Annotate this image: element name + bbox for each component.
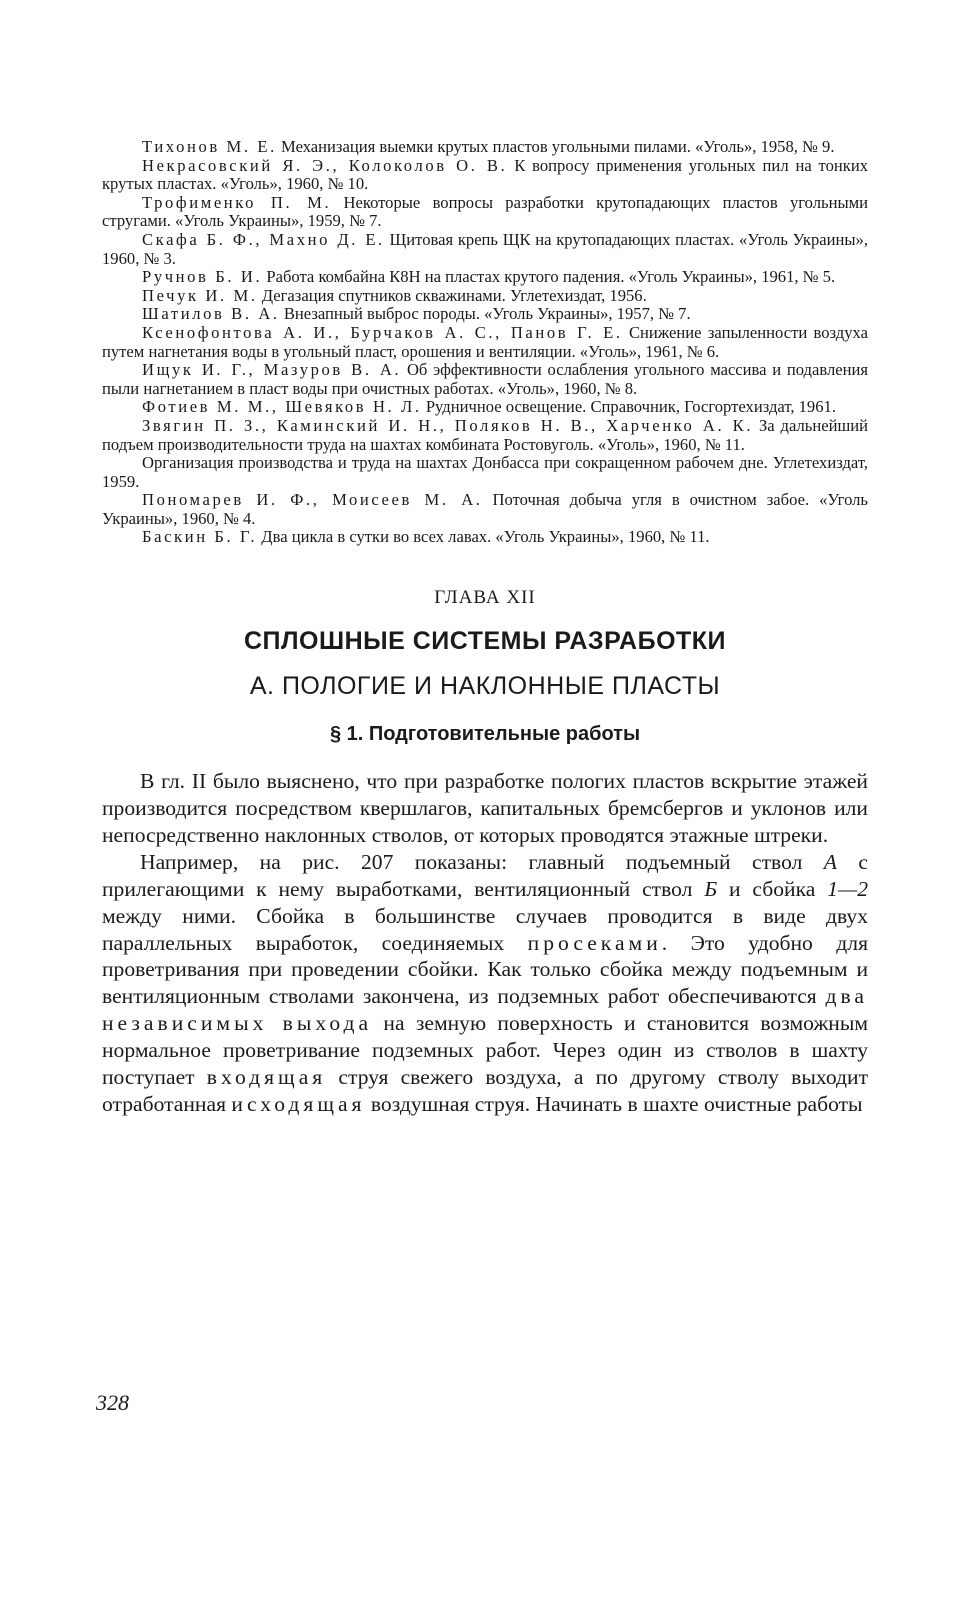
reference-text: Механизация выемки крутых пластов угольными пилами. «Уголь», 1958, № 9. (281, 137, 835, 156)
reference-author: Пономарев И. Ф., Моисеев М. А. (142, 490, 483, 510)
reference-author: Звягин П. З., Каминский И. Н., Поляков Н. В., Харченко А. К. (142, 415, 754, 435)
text-run: струя свежего воздуха, а по другому стволу выходит отработанная (102, 1065, 869, 1116)
text-run: Например, на рис. 207 показаны: главный подъемный ствол (140, 849, 824, 874)
reference-item (102, 138, 868, 157)
chapter-number: ГЛАВА XII (434, 587, 536, 609)
paragraph: В гл. II было выяснено, что при разработке пологих пластов вскрытие этажей производится посредством квершлагов, капитальных бремсбергов и уклонов или непосредственно наклонных стволов, от которых проводятся этажные штреки. (102, 769, 868, 847)
reference-author: Шатилов В. А. (142, 304, 280, 324)
reference-item (102, 231, 868, 268)
reference-item (102, 268, 868, 287)
reference-item (102, 194, 868, 231)
reference-item (102, 491, 868, 528)
section-heading: § 1. Подготовительные работы (329, 723, 641, 746)
spaced-term: два независимых выхода (102, 984, 868, 1036)
reference-item (102, 417, 868, 454)
reference-item (102, 324, 868, 361)
reference-text: За дальнейший подъем производительности труда на шахтах комбината Ростовуголь. «Уголь», 1960, № 11. (102, 415, 869, 454)
reference-list (102, 138, 868, 547)
spaced-term: входящая (206, 1065, 327, 1090)
figure-label: А (823, 849, 837, 874)
spaced-term: просеками (527, 930, 662, 955)
reference-item (102, 528, 868, 547)
text-run: между ними. Сбойка в большинстве случаев проводится в виде двух параллельных выработок, соединяемых (102, 903, 868, 955)
reference-author: Фотиев М. М., Шевяков Н. Л. (142, 397, 422, 417)
reference-item (102, 398, 868, 417)
reference-text: Работа комбайна К8Н на пластах крутого падения. «Уголь Украины», 1961, № 5. (266, 267, 836, 287)
reference-text: Организация производства и труда на шахтах Донбасса при сокращенном рабочем дне. Углетехиздат, 1959. (102, 453, 868, 491)
reference-author: Тихонов М. Е. (142, 137, 277, 156)
chapter-title: СПЛОШНЫЕ СИСТЕМЫ РАЗРАБОТКИ (243, 627, 727, 656)
reference-author: Некрасовский Я. Э., Колоколов О. В. (142, 155, 508, 175)
body-text (102, 768, 868, 1118)
reference-text: Два цикла в сутки во всех лавах. «Уголь Украины», 1960, № 11. (261, 527, 710, 547)
reference-text: Снижение запыленности воздуха путем нагнетания воды в угольный пласт, орошения и вентиляции. «Уголь», 1961, № 6. (102, 322, 868, 361)
figure-label: Б (704, 876, 718, 901)
reference-author: Трофименко П. М. (142, 192, 332, 212)
text-run: и сбойка (717, 876, 828, 901)
text-run: . Это удобно для проветривания при проведении сбойки. Как только сбойка между подъемным и вентиляционным стволами закончена, из подземных работ обеспечиваются (102, 930, 868, 1009)
reference-author: Печук И. М. (142, 285, 258, 305)
reference-item (102, 361, 868, 398)
reference-item (102, 305, 868, 324)
reference-text: Щитовая крепь ЩК на крутопадающих пластах. «Уголь Украины», 1960, № 3. (102, 229, 868, 268)
reference-author: Скафа Б. Ф., Махно Д. Е. (142, 229, 385, 249)
reference-item (102, 454, 868, 491)
paragraph (102, 849, 868, 1118)
reference-text: Некоторые вопросы разработки крутопадающих пластов угольными стругами. «Уголь Украины», 1959, № 7. (102, 192, 868, 231)
reference-text: Дегазация спутников скважинами. Углетехиздат, 1956. (261, 285, 647, 305)
reference-text: Поточная добыча угля в очистном забое. «Уголь Украины», 1960, № 4. (102, 490, 868, 528)
reference-item (102, 287, 868, 306)
reference-author: Баскин Б. Г. (142, 527, 258, 547)
reference-author: Ручнов Б. И. (142, 267, 263, 287)
figure-label: 1—2 (827, 876, 868, 901)
reference-item (102, 157, 868, 194)
reference-text: К вопросу применения угольных пил на тонких крутых пластах. «Уголь», 1960, № 10. (102, 155, 868, 194)
reference-author: Ищук И. Г., Мазуров В. А. (142, 360, 402, 380)
reference-text: Внезапный выброс породы. «Уголь Украины», 1957, № 7. (283, 304, 691, 324)
reference-author: Ксенофонтова А. И., Бурчаков А. С., Панов Г. Е. (142, 322, 623, 342)
text-run: воздушная струя. Начинать в шахте очистные работы (365, 1091, 863, 1116)
page-number: 328 (96, 1390, 129, 1415)
reference-text: Рудничное освещение. Справочник, Госгортехиздат, 1961. (425, 397, 836, 417)
text-run: на земную поверхность и становится возможным нормальное проветривание подземных работ. Через один из стволов в шахту поступает (102, 1011, 869, 1090)
text-run: с прилегающими к нему выработками, вентиляционный ствол (102, 849, 868, 901)
part-title: А. ПОЛОГИЕ И НАКЛОННЫЕ ПЛАСТЫ (249, 672, 721, 701)
spaced-term: исходящая (231, 1091, 366, 1116)
reference-text: Об эффективности ослабления угольного массива и подавления пыли нагнетанием в пласт воды при очистных работах. «Уголь», 1960, № 8. (102, 360, 868, 398)
